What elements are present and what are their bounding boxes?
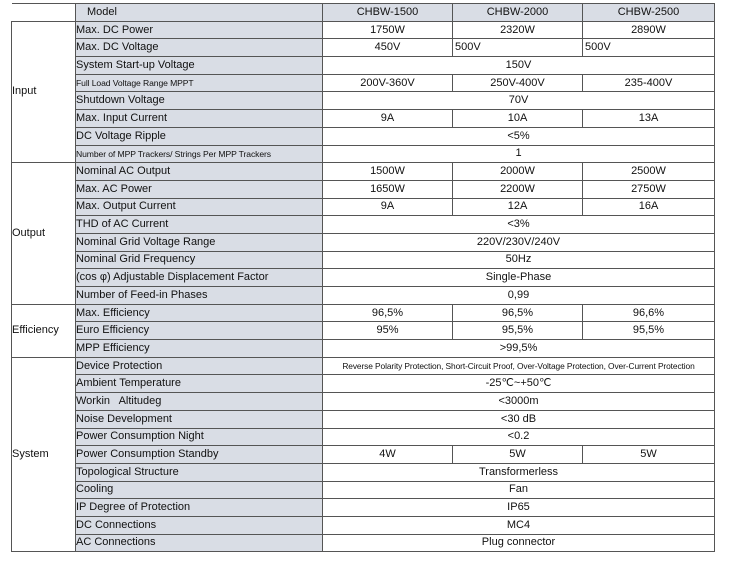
- cell-value: 95,5%: [583, 322, 715, 340]
- row-label: DC Connections: [76, 516, 323, 534]
- cell-value: 1750W: [323, 21, 453, 39]
- row-label: Power Consumption Standby: [76, 446, 323, 464]
- cell-value: 10A: [453, 110, 583, 128]
- cell-value: 4W: [323, 446, 453, 464]
- cell-value: Reverse Polarity Protection, Short-Circuit Proof, Over-Voltage Protection, Over-Current Protection: [323, 357, 715, 375]
- table-row: [12, 198, 715, 216]
- row-label: Euro Efficiency: [76, 322, 323, 340]
- cell-value: 1650W: [323, 180, 453, 198]
- table-row: [12, 251, 715, 269]
- table-row: [12, 375, 715, 393]
- table-row: [12, 410, 715, 428]
- cell-value: 2750W: [583, 180, 715, 198]
- row-label: Max. Output Current: [76, 198, 323, 216]
- cell-value: <5%: [323, 127, 715, 145]
- cell-value: 12A: [453, 198, 583, 216]
- cell-value: 235-400V: [583, 74, 715, 92]
- row-label: Number of MPP Trackers/ Strings Per MPP Trackers: [76, 145, 323, 163]
- table-row: [12, 180, 715, 198]
- header-model-2: CHBW-2000: [453, 4, 583, 22]
- table-row: [12, 304, 715, 322]
- row-label: Nominal AC Output: [76, 163, 323, 181]
- table-row: [12, 357, 715, 375]
- row-label: Power Consumption Night: [76, 428, 323, 446]
- row-label: IP Degree of Protection: [76, 499, 323, 517]
- row-label: Nominal Grid Frequency: [76, 251, 323, 269]
- row-label: MPP Efficiency: [76, 340, 323, 358]
- cell-value: 96,5%: [323, 304, 453, 322]
- cell-value: 200V-360V: [323, 74, 453, 92]
- table-row: [12, 216, 715, 234]
- cell-value: 50Hz: [323, 251, 715, 269]
- cell-value: 70V: [323, 92, 715, 110]
- cell-value: <0.2: [323, 428, 715, 446]
- header-blank-cell: [12, 4, 76, 22]
- table-row: [12, 21, 715, 39]
- row-label: Number of Feed-in Phases: [76, 287, 323, 305]
- cell-value: 500V: [583, 39, 715, 57]
- cell-value: >99,5%: [323, 340, 715, 358]
- table-row: [12, 92, 715, 110]
- table-row: [12, 287, 715, 305]
- table-row: [12, 39, 715, 57]
- table-row: [12, 481, 715, 499]
- cell-value: 96,6%: [583, 304, 715, 322]
- cell-value: 5W: [453, 446, 583, 464]
- table-row: [12, 57, 715, 75]
- table-row: [12, 74, 715, 92]
- table-header-row: [12, 4, 715, 22]
- cell-value: 220V/230V/240V: [323, 233, 715, 251]
- table-row: [12, 269, 715, 287]
- cell-value: 250V-400V: [453, 74, 583, 92]
- table-row: [12, 393, 715, 411]
- row-label: AC Connections: [76, 534, 323, 552]
- cell-value: 13A: [583, 110, 715, 128]
- group-label-output: Output: [12, 163, 76, 305]
- specification-table: [11, 3, 715, 552]
- row-label: (cos φ) Adjustable Displacement Factor: [76, 269, 323, 287]
- cell-value: 5W: [583, 446, 715, 464]
- table-row: [12, 340, 715, 358]
- cell-value: Fan: [323, 481, 715, 499]
- group-label-efficiency: Efficiency: [12, 304, 76, 357]
- table-row: [12, 534, 715, 552]
- cell-value: MC4: [323, 516, 715, 534]
- row-label: THD of AC Current: [76, 216, 323, 234]
- row-label: Max. DC Voltage: [76, 39, 323, 57]
- table-row: [12, 145, 715, 163]
- row-label: Workin Altitudeg: [76, 393, 323, 411]
- row-label: Device Protection: [76, 357, 323, 375]
- cell-value: 500V: [453, 39, 583, 57]
- row-label: Full Load Voltage Range MPPT: [76, 74, 323, 92]
- cell-value: 1: [323, 145, 715, 163]
- row-label: DC Voltage Ripple: [76, 127, 323, 145]
- cell-value: <30 dB: [323, 410, 715, 428]
- cell-value: <3000m: [323, 393, 715, 411]
- cell-value: 450V: [323, 39, 453, 57]
- cell-value: Single-Phase: [323, 269, 715, 287]
- row-label: Max. Efficiency: [76, 304, 323, 322]
- cell-value: 150V: [323, 57, 715, 75]
- cell-value: 16A: [583, 198, 715, 216]
- cell-value: <3%: [323, 216, 715, 234]
- table-row: [12, 516, 715, 534]
- row-label: Ambient Temperature: [76, 375, 323, 393]
- row-label: Topological Structure: [76, 463, 323, 481]
- cell-value: 9A: [323, 110, 453, 128]
- row-label: Nominal Grid Voltage Range: [76, 233, 323, 251]
- header-model-label: Model: [76, 4, 323, 22]
- cell-value: 2200W: [453, 180, 583, 198]
- cell-value: 2890W: [583, 21, 715, 39]
- cell-value: 95,5%: [453, 322, 583, 340]
- table-row: [12, 428, 715, 446]
- table-row: [12, 163, 715, 181]
- table-row: [12, 110, 715, 128]
- cell-value: Plug connector: [323, 534, 715, 552]
- table-row: [12, 446, 715, 464]
- row-label: System Start-up Voltage: [76, 57, 323, 75]
- cell-value: 0,99: [323, 287, 715, 305]
- cell-value: 9A: [323, 198, 453, 216]
- row-label: Cooling: [76, 481, 323, 499]
- table-row: [12, 233, 715, 251]
- cell-value: Transformerless: [323, 463, 715, 481]
- cell-value: -25℃~+50℃: [323, 375, 715, 393]
- cell-value: 2000W: [453, 163, 583, 181]
- group-label-input: Input: [12, 21, 76, 163]
- cell-value: 95%: [323, 322, 453, 340]
- cell-value: 2500W: [583, 163, 715, 181]
- cell-value: IP65: [323, 499, 715, 517]
- row-label: Shutdown Voltage: [76, 92, 323, 110]
- group-label-system: System: [12, 357, 76, 552]
- table-row: [12, 499, 715, 517]
- header-model-1: CHBW-1500: [323, 4, 453, 22]
- cell-value: 96,5%: [453, 304, 583, 322]
- cell-value: 2320W: [453, 21, 583, 39]
- row-label: Noise Development: [76, 410, 323, 428]
- table-row: [12, 127, 715, 145]
- row-label: Max. AC Power: [76, 180, 323, 198]
- row-label: Max. Input Current: [76, 110, 323, 128]
- table-row: [12, 322, 715, 340]
- cell-value: 1500W: [323, 163, 453, 181]
- table-row: [12, 463, 715, 481]
- row-label: Max. DC Power: [76, 21, 323, 39]
- header-model-3: CHBW-2500: [583, 4, 715, 22]
